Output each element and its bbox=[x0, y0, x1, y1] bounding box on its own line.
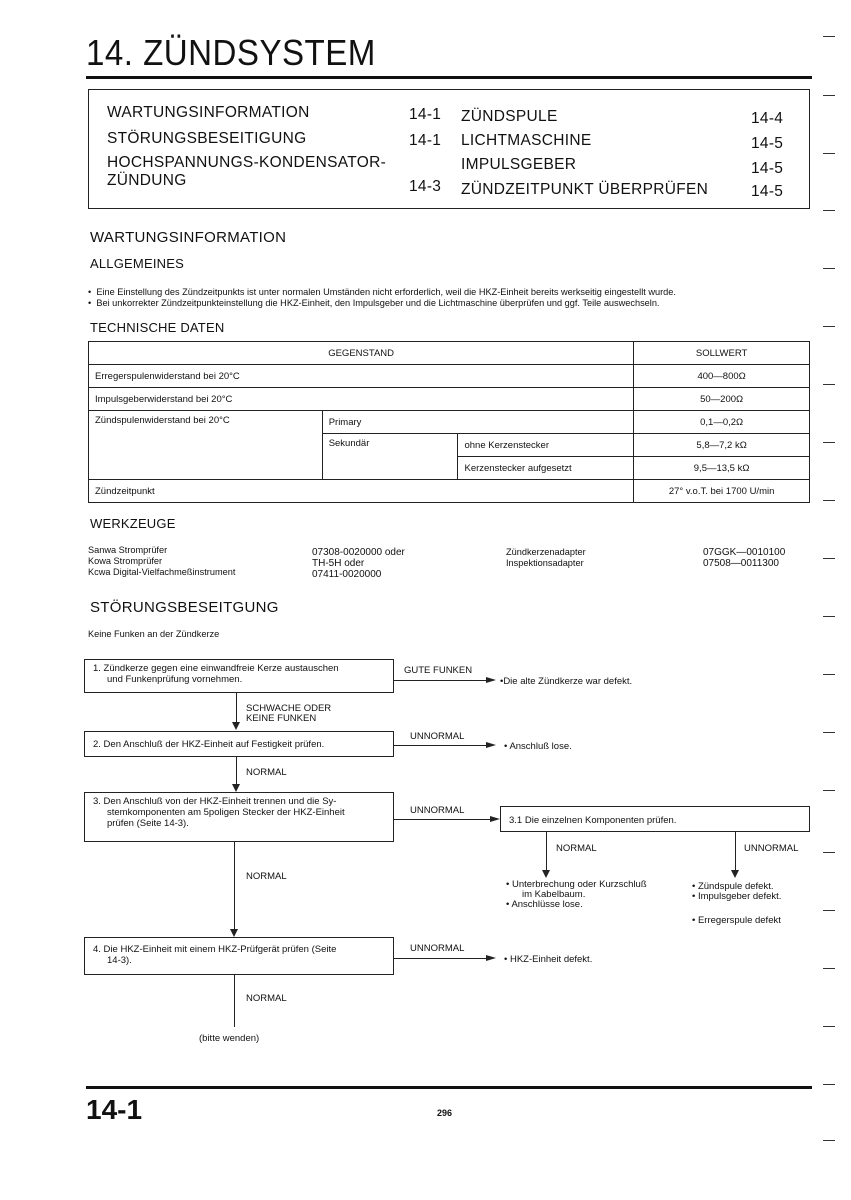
table-cell: Primary bbox=[322, 411, 634, 434]
sheet-number: 296 bbox=[437, 1108, 453, 1118]
arrow-right-icon bbox=[486, 677, 496, 683]
flow-step-2: 2. Den Anschluß der HKZ-Einheit auf Festigkeit prüfen. bbox=[84, 731, 394, 757]
toc-item-label: ZÜNDSPULE bbox=[461, 108, 558, 125]
toc-item-page: 14-5 bbox=[751, 135, 784, 152]
footer-rule bbox=[86, 1086, 812, 1089]
flow-result: • HKZ-Einheit defekt. bbox=[504, 954, 593, 965]
table-header-cell: SOLLWERT bbox=[634, 342, 810, 365]
edge-mark bbox=[823, 326, 835, 327]
toc-item-page: 14-4 bbox=[751, 110, 784, 127]
flow-label: NORMAL bbox=[246, 993, 287, 1004]
toc-item-label: IMPULSGEBER bbox=[461, 156, 577, 173]
table-cell: Zündspulenwiderstand bei 20°C bbox=[89, 411, 323, 480]
toc-item-label: HOCHSPANNUNGS-KONDENSATOR- bbox=[107, 154, 387, 171]
table-cell: 50—200Ω bbox=[634, 388, 810, 411]
subsection-heading: WERKZEUGE bbox=[90, 516, 176, 531]
arrow-down-icon bbox=[542, 870, 550, 878]
tools-names: Sanwa Stromprüfer Kowa Stromprüfer Kcwa Digital-Vielfachmeßinstrument bbox=[88, 545, 236, 577]
table-row bbox=[89, 480, 810, 503]
edge-mark bbox=[823, 384, 835, 385]
flow-label: UNNORMAL bbox=[744, 843, 799, 854]
arrow-right-icon bbox=[486, 742, 496, 748]
flow-step-3: 3. Den Anschluß von der HKZ-Einheit trennen und die Sy- stemkomponenten am 5poligen Stecker der HKZ-Einheit prüfen (Seite 14-3). bbox=[84, 792, 394, 842]
section-heading: STÖRUNGSBESEITGUNG bbox=[90, 599, 279, 616]
table-cell: Erregerspulenwiderstand bei 20°C bbox=[89, 365, 634, 388]
edge-mark bbox=[823, 153, 835, 154]
edge-mark bbox=[823, 95, 835, 96]
edge-mark bbox=[823, 442, 835, 443]
table-header-cell: GEGENSTAND bbox=[89, 342, 634, 365]
edge-mark bbox=[823, 210, 835, 211]
flow-result: •Die alte Zündkerze war defekt. bbox=[500, 676, 633, 687]
table-cell: Sekundär bbox=[322, 434, 458, 480]
flow-connector bbox=[234, 975, 235, 1027]
edge-mark bbox=[823, 1084, 835, 1085]
table-cell: 400—800Ω bbox=[634, 365, 810, 388]
table-row bbox=[89, 365, 810, 388]
flow-arrow bbox=[394, 819, 490, 820]
title-rule bbox=[86, 76, 812, 79]
table-cell: Kerzenstecker aufgesetzt bbox=[458, 457, 634, 480]
edge-mark bbox=[823, 616, 835, 617]
edge-mark bbox=[823, 674, 835, 675]
flow-step-3-1: 3.1 Die einzelnen Komponenten prüfen. bbox=[500, 806, 810, 832]
edge-mark bbox=[823, 1140, 835, 1141]
tools-names: Zündkerzenadapter Inspektionsadapter bbox=[506, 547, 586, 568]
page-number: 14-1 bbox=[86, 1094, 143, 1125]
arrow-down-icon bbox=[232, 784, 240, 792]
toc-item-page: 14-1 bbox=[409, 132, 442, 149]
toc-item-label: ZÜNDZEITPUNKT ÜBERPRÜFEN bbox=[461, 181, 709, 198]
table-cell: 0,1—0,2Ω bbox=[634, 411, 810, 434]
spec-table bbox=[88, 341, 810, 503]
toc-item-page: 14-5 bbox=[751, 160, 784, 177]
tools-numbers: 07GGK—0010100 07508—0011300 bbox=[703, 547, 786, 569]
arrow-down-icon bbox=[232, 722, 240, 730]
table-cell: 9,5—13,5 kΩ bbox=[634, 457, 810, 480]
tools-numbers: 07308-0020000 oder TH-5H oder 07411-0020000 bbox=[312, 547, 405, 580]
table-row bbox=[89, 388, 810, 411]
arrow-down-icon bbox=[230, 929, 238, 937]
arrow-right-icon bbox=[486, 955, 496, 961]
table-cell: Impulsgeberwiderstand bei 20°C bbox=[89, 388, 634, 411]
flow-label: NORMAL bbox=[556, 843, 597, 854]
subsection-heading: ALLGEMEINES bbox=[90, 256, 184, 271]
bullet-item: • Bei unkorrekter Zündzeitpunkteinstellung die HKZ-Einheit, den Impulsgeber und die Lichtmaschine überprüfen und ggf. Teile auswechseln. bbox=[88, 298, 660, 308]
edge-mark bbox=[823, 852, 835, 853]
flow-arrow bbox=[394, 745, 488, 746]
section-heading: WARTUNGSINFORMATION bbox=[90, 229, 287, 246]
flow-arrow bbox=[394, 680, 488, 681]
toc-item-label: LICHTMASCHINE bbox=[461, 132, 592, 149]
flow-label: GUTE FUNKEN bbox=[404, 665, 473, 676]
flow-arrow bbox=[394, 958, 488, 959]
flow-connector bbox=[735, 832, 736, 872]
flow-label: SCHWACHE ODER KEINE FUNKEN bbox=[246, 703, 332, 724]
table-cell: Zündzeitpunkt bbox=[89, 480, 634, 503]
arrow-right-icon bbox=[490, 816, 500, 822]
continue-note: (bitte wenden) bbox=[199, 1033, 260, 1044]
table-cell: ohne Kerzenstecker bbox=[458, 434, 634, 457]
table-row bbox=[89, 411, 810, 434]
flow-label: NORMAL bbox=[246, 871, 287, 882]
edge-mark bbox=[823, 36, 835, 37]
bullet-item: • Eine Einstellung des Zündzeitpunkts ist unter normalen Umständen nicht erforderlich, weil die HKZ-Einheit bereits werkseitig eingestellt wurde. bbox=[88, 287, 676, 297]
flow-connector bbox=[236, 757, 237, 785]
page-title: 14. ZÜNDSYSTEM bbox=[86, 32, 376, 73]
flow-connector bbox=[236, 693, 237, 723]
toc-box bbox=[88, 89, 810, 209]
flow-label: UNNORMAL bbox=[410, 805, 465, 816]
subsection-heading: TECHNISCHE DATEN bbox=[90, 320, 225, 335]
intro-text: Keine Funken an der Zündkerze bbox=[88, 629, 220, 639]
flow-connector bbox=[234, 842, 235, 930]
toc-item-page: 14-3 bbox=[409, 178, 442, 195]
arrow-down-icon bbox=[731, 870, 739, 878]
edge-mark bbox=[823, 1026, 835, 1027]
toc-item-page: 14-5 bbox=[751, 183, 784, 200]
flow-label: UNNORMAL bbox=[410, 731, 465, 742]
toc-item-label: WARTUNGSINFORMATION bbox=[107, 104, 310, 121]
edge-mark bbox=[823, 910, 835, 911]
flow-label: UNNORMAL bbox=[410, 943, 465, 954]
flow-result: • Anschluß lose. bbox=[504, 741, 572, 752]
flow-result: • Unterbrechung oder Kurzschluß im Kabelbaum. • Anschlüsse lose. bbox=[506, 879, 647, 910]
flow-step-1: 1. Zündkerze gegen eine einwandfreie Kerze austauschen und Funkenprüfung vornehmen. bbox=[84, 659, 394, 693]
flow-connector bbox=[546, 832, 547, 872]
table-row bbox=[89, 342, 810, 365]
edge-mark bbox=[823, 268, 835, 269]
flow-step-4: 4. Die HKZ-Einheit mit einem HKZ-Prüfgerät prüfen (Seite 14-3). bbox=[84, 937, 394, 975]
flow-result: • Zündspule defekt. • Impulsgeber defekt. • Erregerspule defekt bbox=[692, 881, 782, 926]
toc-item-label: ZÜNDUNG bbox=[107, 172, 187, 189]
edge-mark bbox=[823, 732, 835, 733]
edge-mark bbox=[823, 500, 835, 501]
toc-item-label: STÖRUNGSBESEITIGUNG bbox=[107, 130, 307, 147]
edge-mark bbox=[823, 790, 835, 791]
table-cell: 27° v.o.T. bei 1700 U/min bbox=[634, 480, 810, 503]
edge-mark bbox=[823, 968, 835, 969]
edge-mark bbox=[823, 558, 835, 559]
flow-label: NORMAL bbox=[246, 767, 287, 778]
toc-item-page: 14-1 bbox=[409, 106, 442, 123]
table-cell: 5,8—7,2 kΩ bbox=[634, 434, 810, 457]
